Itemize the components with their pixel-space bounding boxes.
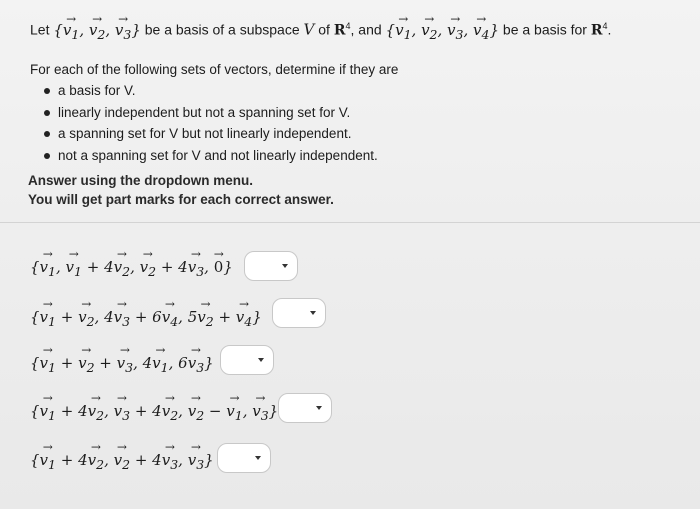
- chevron-down-icon: [310, 311, 316, 315]
- intro-basis-of-subspace: be a basis of a subspace: [144, 21, 300, 38]
- option-independent-not-spanning: linearly independent but not a spanning set for V.: [58, 102, 398, 124]
- intro-basis-for: be a basis for: [502, 21, 587, 38]
- set-row-2: [30, 298, 262, 332]
- set-expression-5: {→ $v_1 + 4\to v_2$, → $v_2 + 4\to v_3$, → $v_3$}: [30, 445, 214, 472]
- intro-of: of: [318, 21, 330, 38]
- question-intro: [30, 14, 611, 47]
- set-expression-4: {→ $v_1 + 4\to v_2$, → $v_3 + 4\to v_2$, → $v_2$ − → $v_1$, → $v_3$}: [30, 396, 278, 423]
- intro-R-exponent: 4: [345, 21, 351, 31]
- answer-note-line1: Answer using the dropdown menu.: [28, 173, 254, 188]
- set-row-1: [30, 248, 233, 282]
- set-row-4: [30, 392, 278, 426]
- option-basis: a basis for V.: [58, 80, 398, 102]
- answer-note-line2: You will get part marks for each correct answer.: [28, 192, 334, 207]
- option-list: [30, 80, 398, 166]
- intro-R-2: R: [590, 22, 603, 39]
- set-expression-3: {→ $v_1$ + → $v_2$ + → $v_3$, $4\to v_1$, $6\to v_3$}: [30, 348, 214, 375]
- divider: [0, 222, 700, 223]
- set-expression-1: {→ $v_1$, → $v_1 + 4\to v_2$, → $v_2 + 4\to v_3$, → 0}: [30, 252, 233, 279]
- chevron-down-icon: [282, 264, 288, 268]
- option-neither: not a spanning set for V and not linearly independent.: [58, 145, 398, 167]
- chevron-down-icon: [316, 406, 322, 410]
- set-row-5: [30, 441, 214, 475]
- intro-period: .: [607, 21, 612, 38]
- intro-R: R: [333, 22, 346, 39]
- intro-and: , and: [350, 21, 382, 38]
- instructions-prompt: For each of the following sets of vectors, determine if they are: [30, 62, 399, 77]
- instructions: [30, 60, 398, 166]
- answer-dropdown-4[interactable]: [278, 393, 332, 423]
- intro-V: V: [303, 20, 315, 39]
- chevron-down-icon: [255, 456, 261, 460]
- subspace-basis-set: {→ $v_1$, → $v_2$, → $v_3$}: [53, 21, 141, 39]
- answer-note: [28, 171, 334, 209]
- chevron-down-icon: [258, 358, 264, 362]
- answer-dropdown-5[interactable]: [217, 443, 271, 473]
- intro-R-exponent-2: 4: [602, 21, 608, 31]
- answer-dropdown-1[interactable]: [244, 251, 298, 281]
- set-expression-2: {→ $v_1$ + → $v_2$, $4\to v_3 + 6\to v_4$, $5\to v_2$ + → $v_4$}: [30, 302, 262, 329]
- full-basis-set: {→ $v_1$, → $v_2$, → $v_3$, → $v_4$}: [386, 21, 499, 39]
- option-spanning-not-independent: a spanning set for V but not linearly independent.: [58, 123, 398, 145]
- answer-dropdown-3[interactable]: [220, 345, 274, 375]
- set-row-3: [30, 344, 214, 378]
- intro-let: Let: [30, 21, 50, 38]
- answer-dropdown-2[interactable]: [272, 298, 326, 328]
